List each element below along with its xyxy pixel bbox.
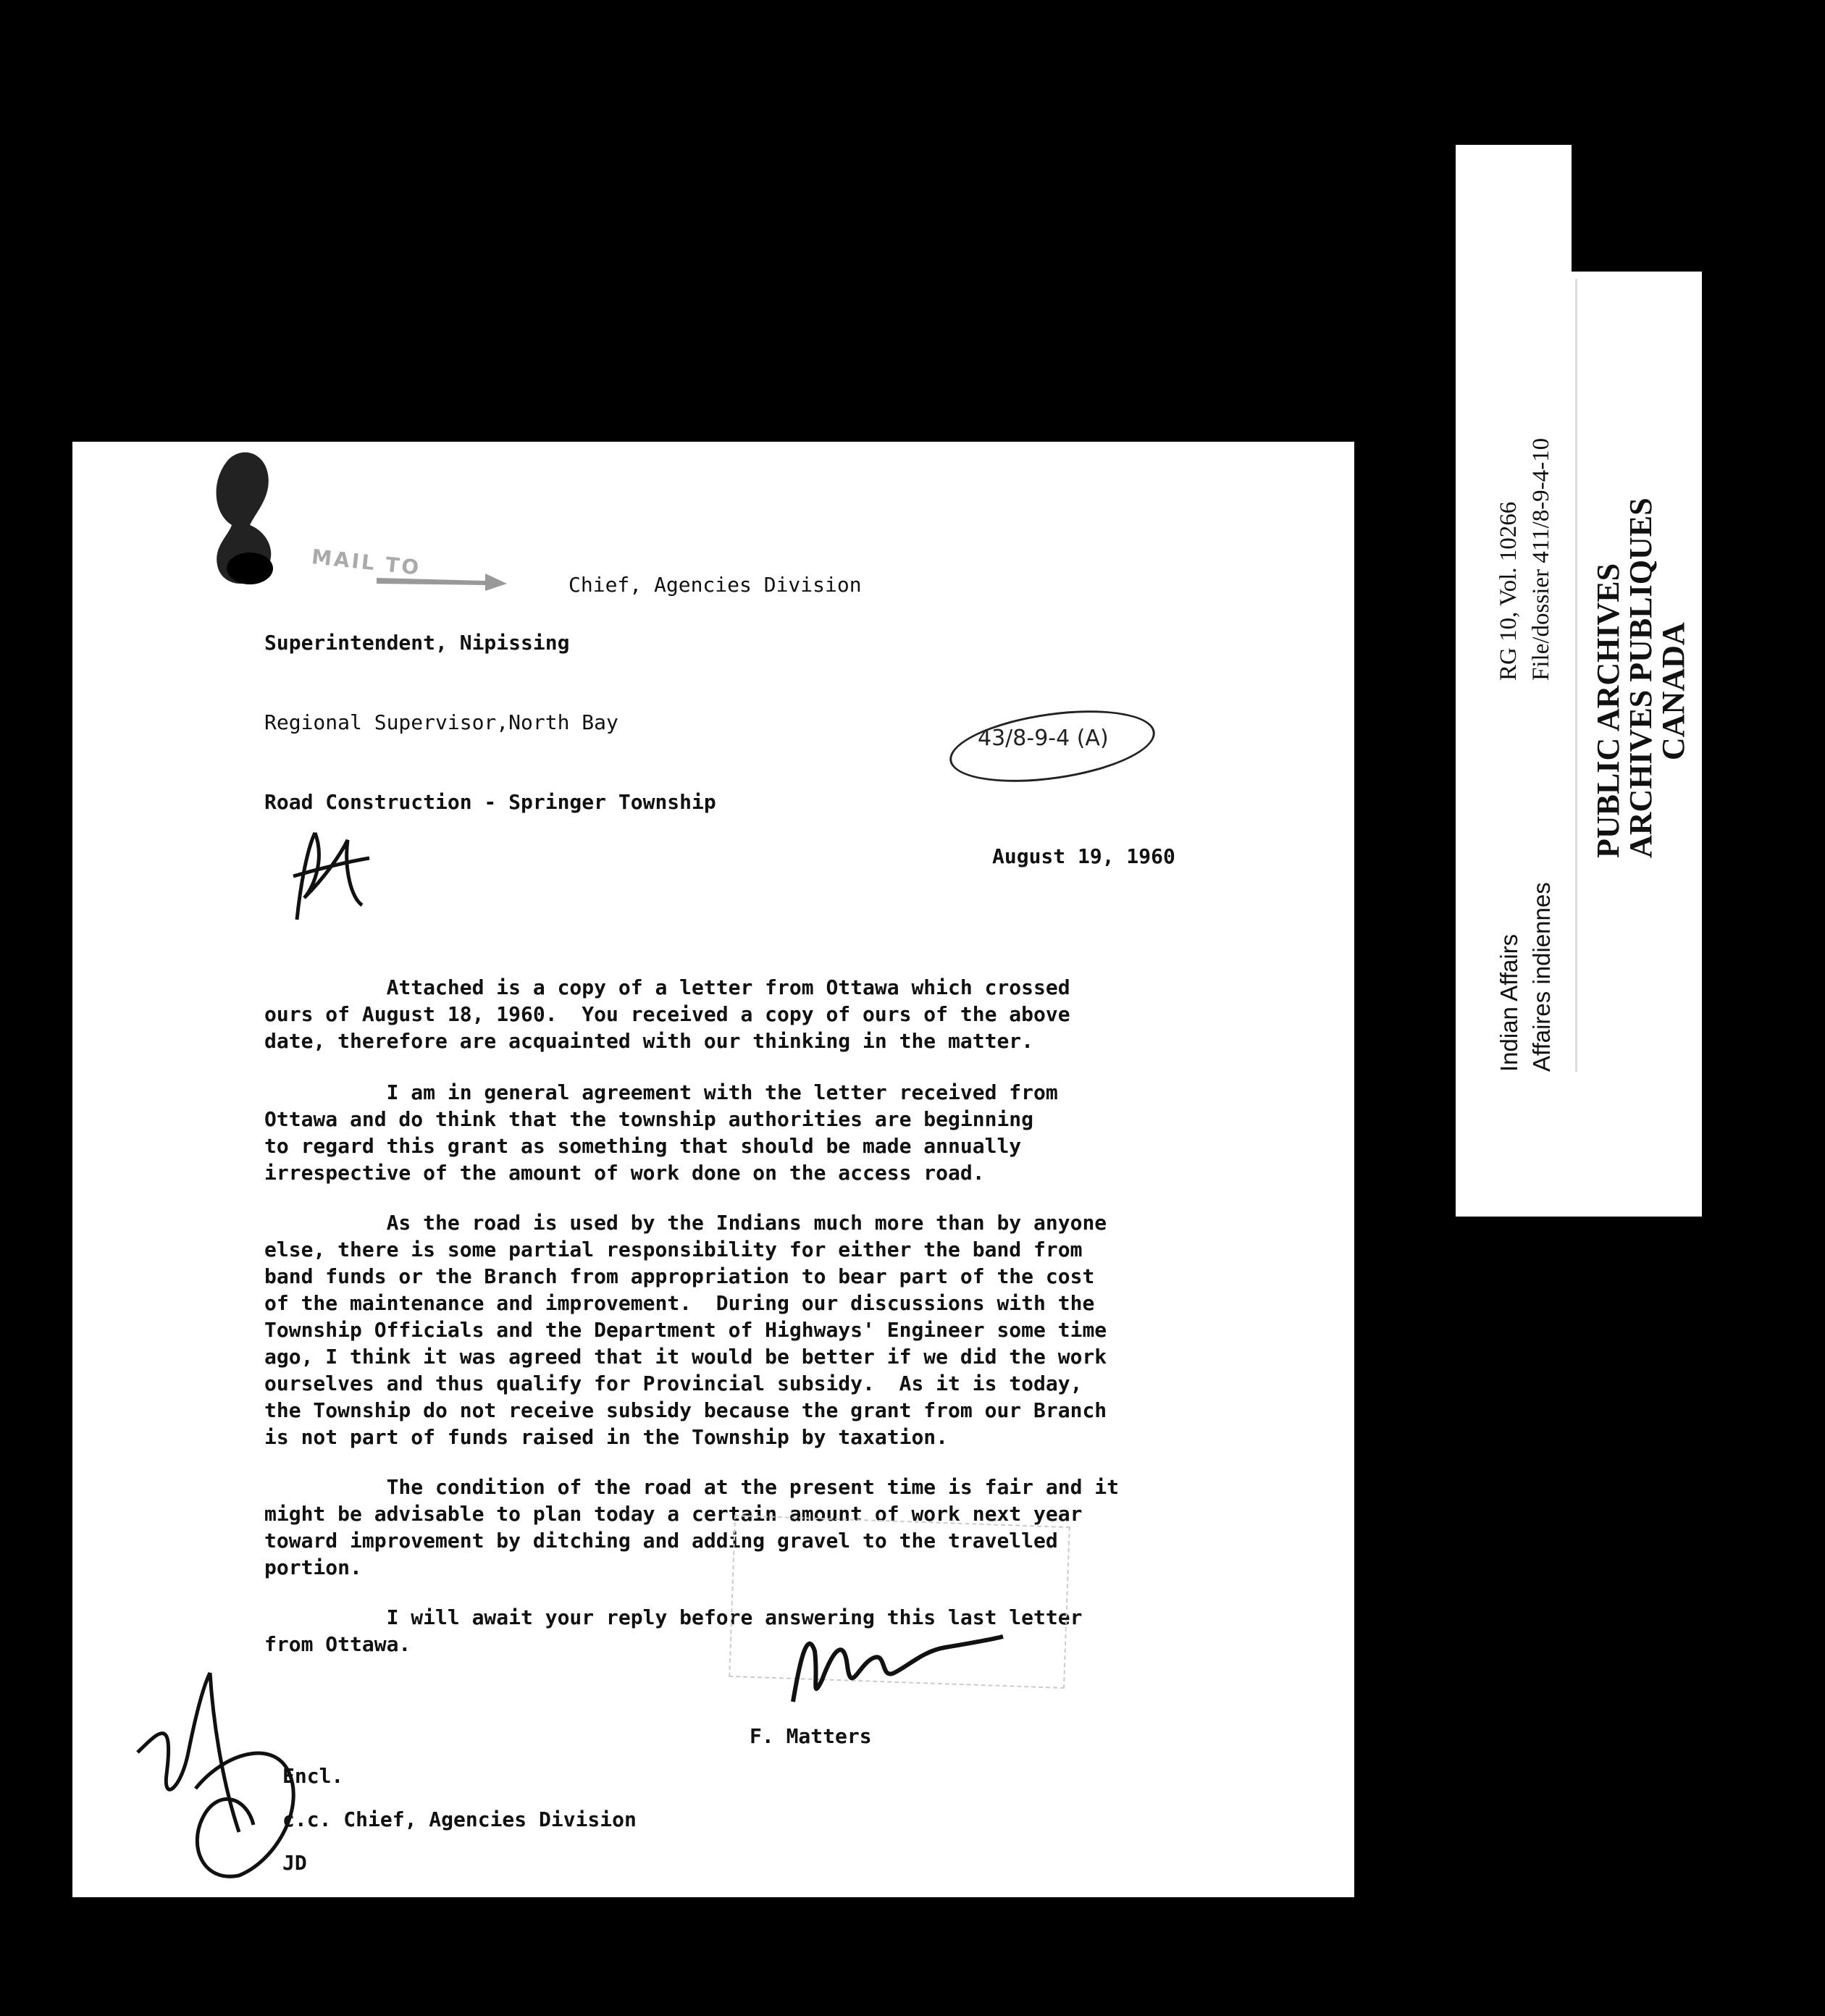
letter-date: August 19, 1960 — [992, 844, 1175, 868]
carbon-copy-line: c.c. Chief, Agencies Division — [282, 1807, 637, 1831]
signatory-name: F. Matters — [750, 1724, 872, 1748]
via-line: Regional Supervisor,North Bay — [264, 710, 618, 734]
stamp-arrow-icon — [377, 565, 507, 594]
archive-reference: RG 10, Vol. 10266 — [1495, 501, 1522, 681]
body-paragraph: The condition of the road at the present time is fair and it might be advisable to plan today a certain amount of work next year toward improvement by ditching and adding gravel to the travelled portion. — [264, 1475, 1120, 1579]
handwritten-initials-icon — [282, 818, 377, 927]
subject-line: Road Construction - Springer Township — [264, 790, 716, 814]
file-number: 43/8-9-4 (A) — [978, 726, 1109, 751]
body-paragraph: Attached is a copy of a letter from Ottawa which crossed ours of August 18, 1960. You received a copy of ours of the above date, therefore are acquainted with our thinking in the matter. — [264, 975, 1070, 1053]
mail-to-stamp: MAIL TO — [310, 545, 422, 580]
body-paragraph: I am in general agreement with the letter received from Ottawa and do think that the township authorities are beginning to regard this grant as something that should be made annually irrespective of the amount of work done on the access road. — [264, 1080, 1058, 1185]
archive-file-number: File/dossier 411/8-9-4-10 — [1528, 437, 1554, 681]
archive-country: CANADA — [1656, 622, 1691, 760]
typist-initials: JD — [282, 1851, 307, 1875]
archive-name-fr: ARCHIVES PUBLIQUES — [1623, 497, 1658, 858]
archive-name-en: PUBLIC ARCHIVES — [1590, 563, 1626, 858]
letter-page — [72, 442, 1354, 1897]
body-paragraph: As the road is used by the Indians much more than by anyone else, there is some partial responsibility for either the band from band funds or the Branch from appropriation to bear part of the cost of the maintenance and improvement. During our discussions with the Township Officials and the Department of Highways' Engineer some time ago, I think it was agreed that it would be better if we did the work ourselves and thus qualify for Provincial subsidy. As it is today, the Township do not receive subsidy because the grant from our Branch is not part of funds raised in the Township by taxation. — [264, 1211, 1107, 1449]
signature-mark — [779, 1615, 1010, 1723]
punch-hole-mark — [199, 445, 301, 597]
sender-line: Superintendent, Nipissing — [264, 631, 570, 655]
archive-tab-notch — [1572, 145, 1702, 272]
body-paragraph: I will await your reply before answering this last letter from Ottawa. — [264, 1605, 1083, 1656]
archive-department-fr: Affaires indiennes — [1528, 882, 1555, 1072]
recipient-line: Chief, Agencies Division — [569, 573, 862, 597]
archive-department-en: Indian Affairs — [1495, 933, 1522, 1072]
enclosure-note: Encl. — [282, 1764, 344, 1788]
